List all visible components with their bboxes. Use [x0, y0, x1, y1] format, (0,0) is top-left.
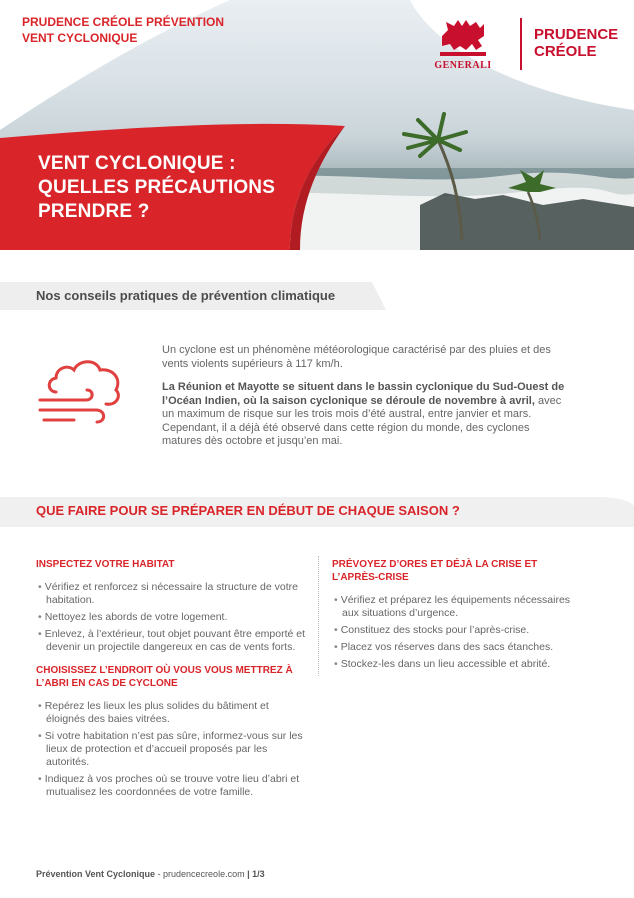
intro-paragraph-2-bold: La Réunion et Mayotte se situent dans le bassin cyclonique du Sud-Ouest de l’Océan Indien, où la saison cyclonique se déroule de novembre à avril, [162, 381, 565, 407]
list-item: • Repérez les lieux les plus solides du bâtiment et éloignés des baies vitrées. [36, 700, 306, 726]
brand-line1: PRUDENCE [534, 26, 619, 43]
list-item: • Placez vos réserves dans des sacs étanches. [332, 641, 582, 654]
footer-page: 1/3 [252, 869, 265, 879]
intro-text [162, 344, 572, 459]
list-item: • Vérifiez et préparez les équipements nécessaires aux situations d’urgence. [332, 594, 582, 620]
header-title-line2: VENT CYCLONIQUE [22, 31, 138, 45]
brand-logo[interactable] [428, 14, 619, 74]
list-item: • Constituez des stocks pour l’après-crise. [332, 624, 582, 637]
brand-line2: CRÉOLE [534, 43, 597, 60]
footer-title: Prévention Vent Cyclonique [36, 869, 156, 879]
page-footer: Prévention Vent Cyclonique - prudencecreole.com | 1/3 [36, 869, 265, 879]
winged-lion-icon [436, 16, 490, 58]
column-separator [318, 556, 319, 676]
right-heading-1: PRÉVOYEZ D’ORES ET DÉJÀ LA CRISE ET L’APRÈS-CRISE [332, 559, 538, 583]
hero-title-line1: VENT CYCLONIQUE : [38, 153, 236, 174]
list-item: • Vérifiez et renforcez si nécessaire la structure de votre habitation. [36, 581, 306, 607]
brand-wordmark [534, 26, 618, 60]
list-item: • Stockez-les dans un lieu accessible et abrité. [332, 658, 582, 671]
hero-title-line3: PRENDRE ? [38, 201, 150, 222]
list-item: • Si votre habitation n’est pas sûre, informez-vous sur les lieux de protection et d’accueil proposés par les autorités. [36, 730, 306, 769]
list-item: • Enlevez, à l’extérieur, tout objet pouvant être emporté et devenir un projectile dangereux en cas de vents forts. [36, 628, 306, 654]
generali-wordmark: GENERALI [434, 60, 492, 71]
left-column [36, 558, 306, 803]
right-list-1 [332, 594, 582, 671]
hero-title [38, 152, 275, 224]
intro-paragraph-2 [162, 381, 572, 449]
list-item: • Indiquez à vos proches où se trouve votre lieu d’abri et mutualisez les coordonnées de votre famille. [36, 773, 306, 799]
left-list-1 [36, 581, 306, 654]
footer-site[interactable]: - prudencecreole.com [155, 869, 245, 879]
right-column [332, 558, 582, 675]
cloud-wind-icon [34, 356, 130, 434]
list-item: • Nettoyez les abords de votre logement. [36, 611, 306, 624]
hero-title-line2: QUELLES PRÉCAUTIONS [38, 177, 276, 198]
section-question: QUE FAIRE POUR SE PRÉPARER EN DÉBUT DE CHAQUE SAISON ? [36, 503, 460, 518]
left-list-2 [36, 700, 306, 799]
left-heading-1: INSPECTEZ VOTRE HABITAT [36, 559, 175, 570]
logo-divider [520, 18, 522, 70]
section-subtitle: Nos conseils pratiques de prévention climatique [36, 288, 336, 303]
intro-paragraph-2-rest: avec un maximum de risque sur les trois mois d’été austral, entre janvier et mars. Cependant, il a déjà été observé dans cette région du monde, des cyclones matures dès octobre et jusqu’en mai. [162, 394, 562, 447]
left-heading-2: CHOISISSEZ L’ENDROIT OÙ VOUS VOUS METTREZ À L’ABRI EN CAS DE CYCLONE [36, 665, 293, 689]
intro-paragraph-1: Un cyclone est un phénomène météorologique caractérisé par des pluies et des vents violents supérieurs à 117 km/h. [162, 344, 551, 370]
header-title-line1: PRUDENCE CRÉOLE PRÉVENTION [22, 15, 225, 29]
header-title [22, 14, 224, 46]
